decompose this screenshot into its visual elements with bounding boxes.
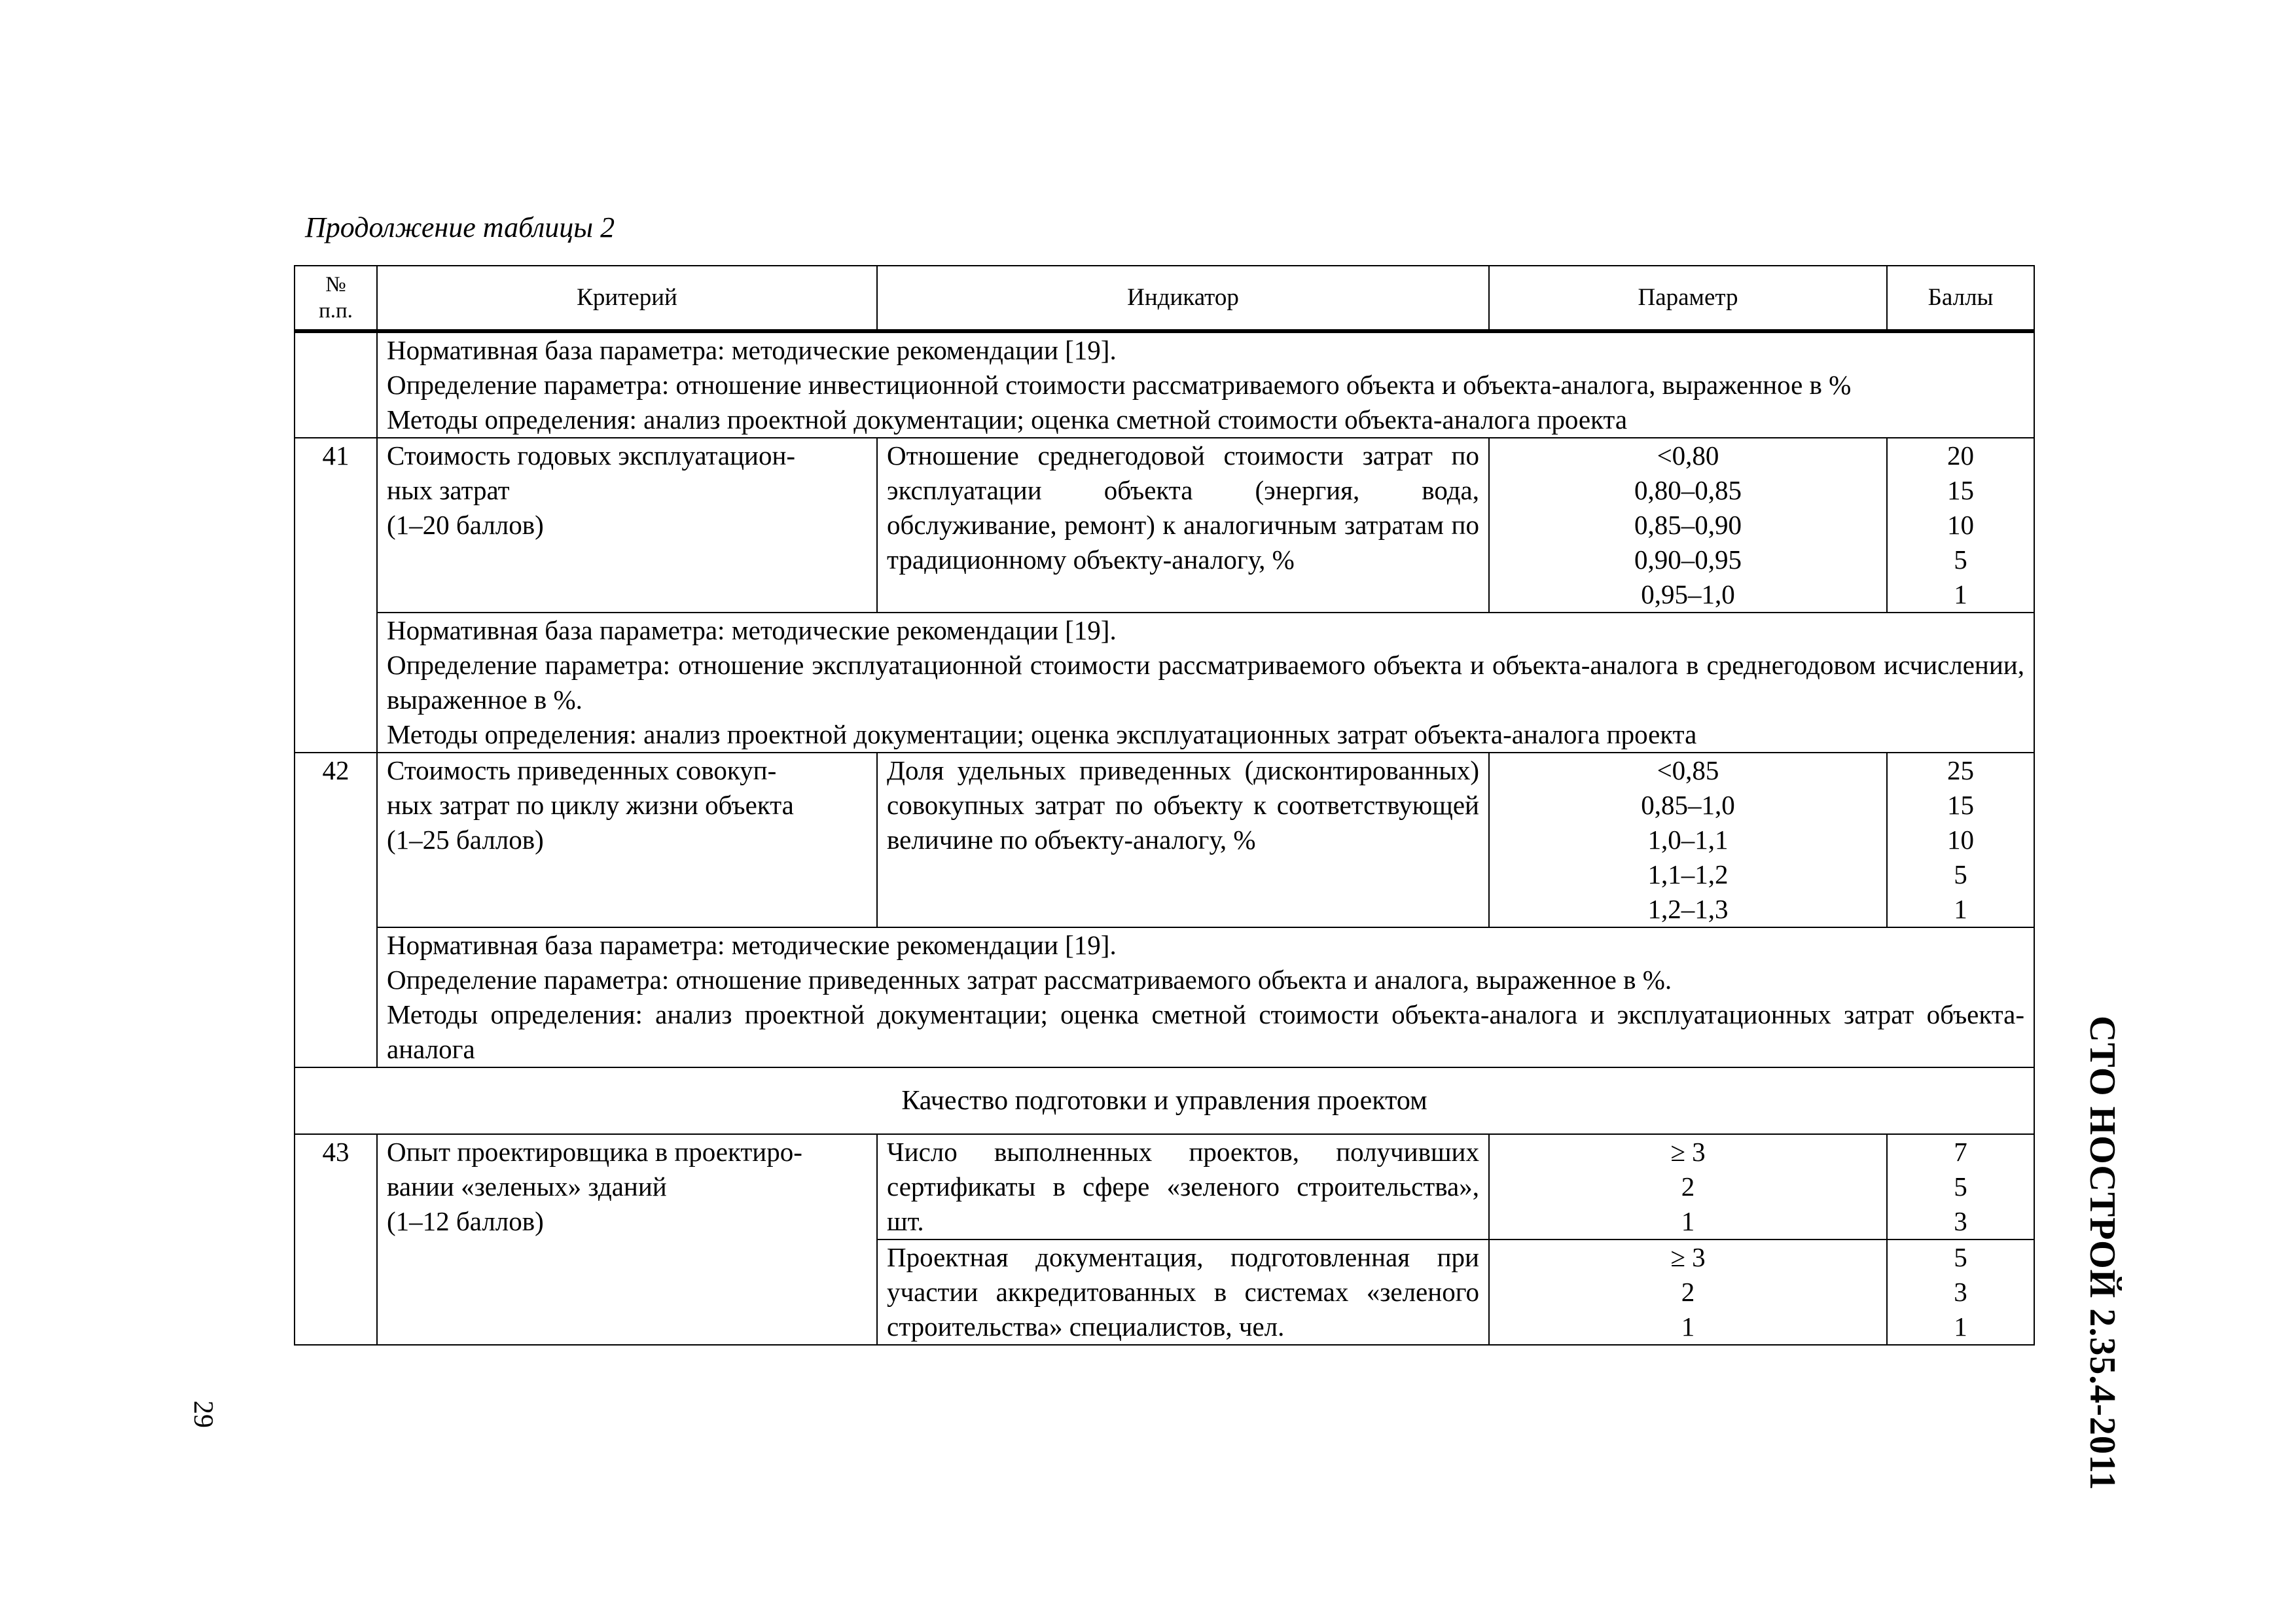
parameter-cell: ≥ 3 2 1: [1489, 1240, 1887, 1345]
criteria-table: [294, 265, 2035, 1346]
note-cell: Нормативная база параметра: методические рекомендации [19]. Определение параметра: отношение приведенных затрат рассматриваемого объекта и аналога, выраженное в %. Методы определения: анализ проектной документации; оценка сметной стоимости объекта-аналога и эксплуатационных затрат объекта-аналога: [377, 927, 2034, 1067]
page-number: 29: [188, 1400, 218, 1428]
score-cell: 25 15 10 5 1: [1887, 753, 2034, 927]
document-code: СТО НОСТРОЙ 2.35.4-2011: [2082, 1016, 2123, 1491]
table-row: [295, 613, 2034, 753]
num-cell: 42: [295, 753, 377, 1067]
table-row: [295, 753, 2034, 927]
parameter-cell: <0,85 0,85–1,0 1,0–1,1 1,1–1,2 1,2–1,3: [1489, 753, 1887, 927]
table-continuation-label: Продолжение таблицы 2: [305, 211, 615, 243]
indicator-cell: Проектная документация, подготовленная при участии аккредитованных в системах «зеленого строительства» специалистов, чел.: [877, 1240, 1489, 1345]
indicator-cell: Доля удельных приведенных (дисконтированных) совокупных затрат по объекту к соответствующей величине по объекту-аналогу, %: [877, 753, 1489, 927]
criterion-cell: Стоимость приведенных совокуп- ных затрат по циклу жизни объекта (1–25 баллов): [377, 753, 877, 927]
score-cell: 7 5 3: [1887, 1134, 2034, 1240]
section-heading: Качество подготовки и управления проектом: [295, 1067, 2034, 1134]
table-row: [295, 438, 2034, 613]
note-cell: Нормативная база параметра: методические рекомендации [19]. Определение параметра: отношение эксплуатационной стоимости рассматриваемого объекта и объекта-аналога в среднегодовом исчислении, выраженное в %. Методы определения: анализ проектной документации; оценка эксплуатационных затрат объекта-аналога проекта: [377, 613, 2034, 753]
criterion-cell: Опыт проектировщика в проектиро- вании «зеленых» зданий (1–12 баллов): [377, 1134, 877, 1345]
indicator-cell: Число выполненных проектов, получивших сертификаты в сфере «зеленого строительства», шт.: [877, 1134, 1489, 1240]
table-row: [295, 927, 2034, 1067]
criterion-cell: Стоимость годовых эксплуатацион- ных затрат (1–20 баллов): [377, 438, 877, 613]
table-header-row: [295, 266, 2034, 331]
header-score: Баллы: [1887, 266, 2034, 331]
score-cell: 20 15 10 5 1: [1887, 438, 2034, 613]
score-cell: 5 3 1: [1887, 1240, 2034, 1345]
section-heading-row: [295, 1067, 2034, 1134]
table-row: [295, 331, 2034, 438]
num-cell: 41: [295, 438, 377, 753]
num-cell: [295, 331, 377, 438]
parameter-cell: ≥ 3 2 1: [1489, 1134, 1887, 1240]
table-row: [295, 1134, 2034, 1240]
note-cell: Нормативная база параметра: методические рекомендации [19]. Определение параметра: отношение инвестиционной стоимости рассматриваемого объекта и объекта-аналога, выраженное в % Методы определения: анализ проектной документации; оценка сметной стоимости объекта-аналога проекта: [377, 331, 2034, 438]
num-cell: 43: [295, 1134, 377, 1345]
header-criterion: Критерий: [377, 266, 877, 331]
header-parameter: Параметр: [1489, 266, 1887, 331]
header-num: № п.п.: [295, 266, 377, 331]
indicator-cell: Отношение среднегодовой стоимости затрат по эксплуатации объекта (энергия, вода, обслуживание, ремонт) к аналогичным затратам по традиционному объекту-аналогу, %: [877, 438, 1489, 613]
parameter-cell: <0,80 0,80–0,85 0,85–0,90 0,90–0,95 0,95–1,0: [1489, 438, 1887, 613]
header-indicator: Индикатор: [877, 266, 1489, 331]
